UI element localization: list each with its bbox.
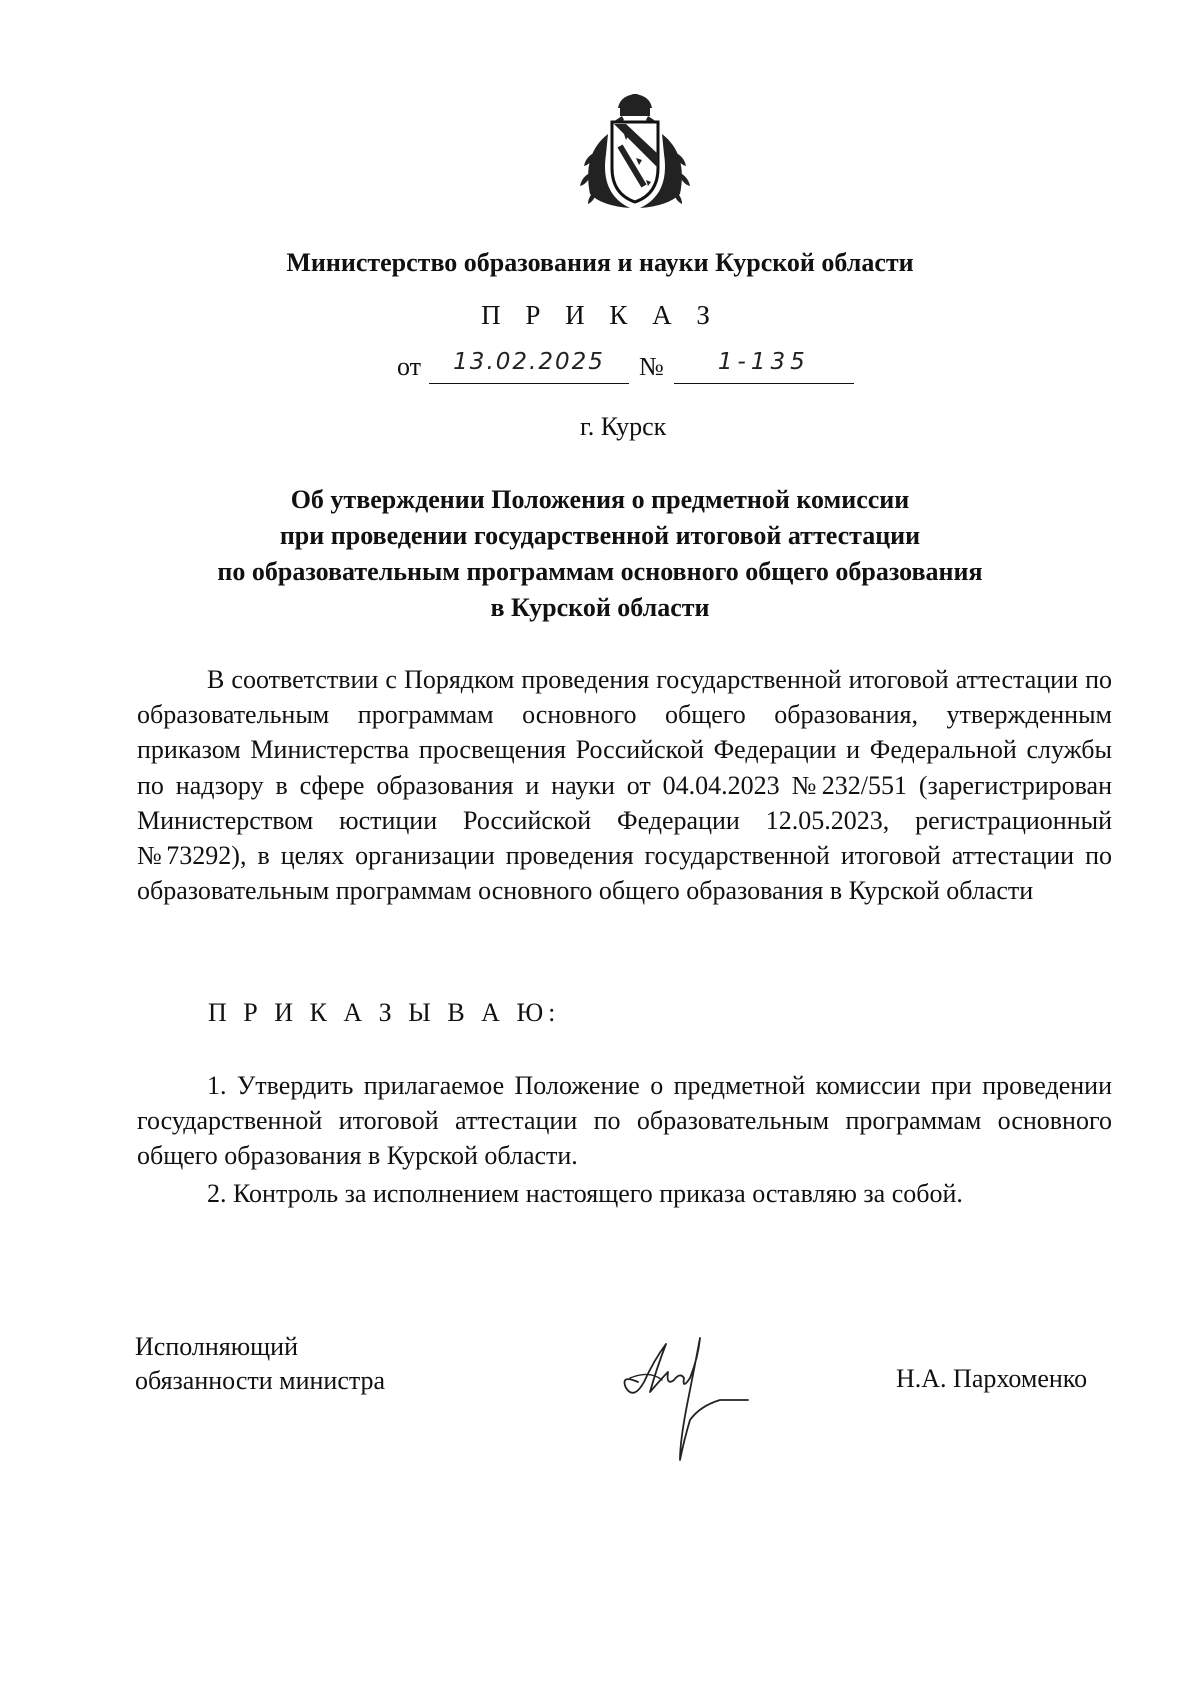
signatory-name: Н.А. Пархоменко xyxy=(896,1364,1088,1393)
kursk-coat-of-arms-icon xyxy=(560,94,710,212)
number-prefix: № xyxy=(639,352,664,381)
order-subject xyxy=(200,482,1000,626)
order-number-field: 1-135 xyxy=(674,347,854,384)
preamble-paragraph: В соответствии с Порядком проведения государственной итоговой аттестации по образовательным программам основного общего образования, утвержденным приказом Министерства просвещения Российской Федерации и Федеральной службы по надзору в сфере образования и науки от 04.04.2023 №232/551 (зарегистрирован Министерством юстиции Российской Федерации 12.05.2023, регистрационный №73292), в целях организации проведения государственной итоговой аттестации по образовательным программам основного общего образования в Курской области xyxy=(137,665,1112,906)
subject-line: при проведении государственной итоговой аттестации xyxy=(279,521,921,550)
subject-line: по образовательным программам основного общего образования xyxy=(217,557,983,586)
subject-line: Об утверждении Положения о предметной комиссии xyxy=(290,485,910,514)
city-label: г. Курск xyxy=(580,412,667,441)
order-item: 1. Утвердить прилагаемое Положение о предметной комиссии при проведении государственной итоговой аттестации по образовательным программам основного общего образования в Курской области. xyxy=(137,1071,1112,1171)
order-date-field: 13.02.2025 xyxy=(429,347,629,384)
order-item: 2. Контроль за исполнением настоящего приказа оставляю за собой. xyxy=(207,1179,963,1208)
order-date-number-line xyxy=(397,344,854,384)
decree-word: П Р И К А З Ы В А Ю: xyxy=(208,998,561,1027)
document-type-title: П Р И К А З xyxy=(481,300,719,330)
signatory-position xyxy=(135,1330,385,1398)
handwritten-signature-icon xyxy=(610,1330,760,1480)
date-prefix: от xyxy=(397,352,422,381)
position-line: Исполняющий xyxy=(135,1332,299,1361)
position-line: обязанности министра xyxy=(135,1366,386,1395)
ministry-name: Министерство образования и науки Курской области xyxy=(286,248,914,277)
subject-line: в Курской области xyxy=(490,593,710,622)
